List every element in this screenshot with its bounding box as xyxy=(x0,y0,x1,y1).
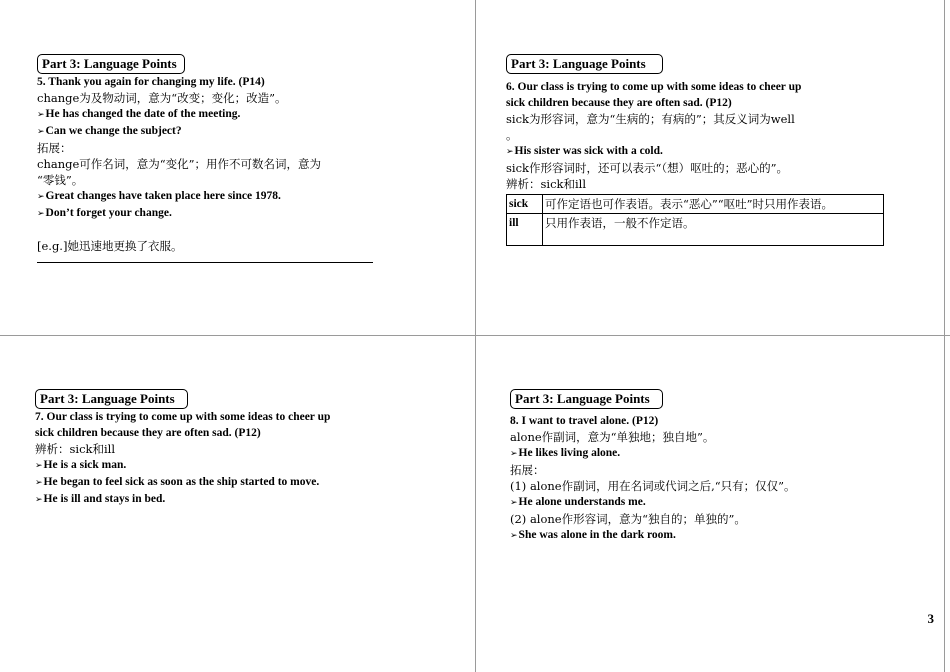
text-line: 辨析：sick和ill xyxy=(506,177,587,191)
horizontal-divider xyxy=(0,335,950,336)
text-line: 拓展： xyxy=(510,463,545,477)
text-line: (1) alone作副词，用在名词或代词之后,“只有；仅仅”。 xyxy=(510,479,796,493)
panel-body xyxy=(35,409,445,508)
bullet-arrow-icon: ➢ xyxy=(37,127,45,137)
example-sentence xyxy=(35,491,445,508)
panel-header: Part 3: Language Points xyxy=(506,54,663,74)
text-line: sick作形容词时，还可以表示“（想）呕吐的；恶心的”。 xyxy=(506,161,788,175)
bullet-arrow-icon: ➢ xyxy=(510,531,518,541)
text-line: 拓展： xyxy=(37,141,72,155)
sentence-text: He is a sick man. xyxy=(43,459,127,471)
text-line xyxy=(37,222,447,238)
bullet-arrow-icon: ➢ xyxy=(35,461,43,471)
slide-panel-5 xyxy=(37,53,447,263)
panel-header: Part 3: Language Points xyxy=(35,389,188,409)
table-cell-desc: 只用作表语，一般不作定语。 xyxy=(543,214,884,246)
text-line: (2) alone作形容词，意为“独自的；单独的”。 xyxy=(510,512,746,526)
panel-header: Part 3: Language Points xyxy=(37,54,185,74)
example-sentence xyxy=(37,188,447,205)
table-cell-desc: 可作定语也可作表语。表示“恶心”“呕吐”时只用作表语。 xyxy=(543,195,884,214)
sentence-text: He likes living alone. xyxy=(518,447,621,459)
text-line: alone作副词，意为“单独地；独自地”。 xyxy=(510,430,715,444)
sentence-text: Don’t forget your change. xyxy=(45,207,172,219)
text-line: 5. Thank you again for changing my life. (P14) xyxy=(37,76,265,88)
text-line: 辨析：sick和ill xyxy=(35,442,116,456)
example-sentence xyxy=(37,123,447,140)
table-cell-word: sick xyxy=(507,195,543,214)
sentence-text: He alone understands me. xyxy=(518,496,646,508)
text-line: sick children because they are often sad. (P12) xyxy=(35,427,261,439)
example-sentence xyxy=(35,457,445,474)
sentence-text: He began to feel sick as soon as the ship started to move. xyxy=(43,476,320,488)
bullet-arrow-icon: ➢ xyxy=(35,478,43,488)
example-sentence xyxy=(510,494,920,511)
example-sentence xyxy=(35,474,445,491)
text-line: change为及物动词，意为“改变；变化；改造”。 xyxy=(37,91,287,105)
text-line: 8. I want to travel alone. (P12) xyxy=(510,415,659,427)
example-sentence xyxy=(37,205,447,222)
example-sentence xyxy=(510,527,920,544)
text-line: 7. Our class is trying to come up with some ideas to cheer up xyxy=(35,411,331,423)
example-sentence xyxy=(37,106,447,123)
page-number: 3 xyxy=(927,611,934,626)
example-sentence xyxy=(506,143,916,160)
sentence-text: His sister was sick with a cold. xyxy=(514,145,663,157)
sentence-text: Can we change the subject? xyxy=(45,125,182,137)
text-line: change可作名词，意为“变化”；用作不可数名词，意为 xyxy=(37,157,322,171)
bullet-arrow-icon: ➢ xyxy=(37,110,45,120)
slide-panel-7 xyxy=(35,388,445,508)
bullet-arrow-icon: ➢ xyxy=(37,209,45,219)
panel-body xyxy=(37,74,447,254)
bullet-arrow-icon: ➢ xyxy=(37,192,45,202)
sentence-text: She was alone in the dark room. xyxy=(518,529,676,541)
text-line: sick children because they are often sad. (P12) xyxy=(506,97,732,109)
right-border xyxy=(944,0,945,672)
bullet-arrow-icon: ➢ xyxy=(510,449,518,459)
text-line: sick为形容词，意为“生病的；有病的”；其反义词为well xyxy=(506,112,795,126)
bullet-arrow-icon: ➢ xyxy=(506,147,514,157)
table-row xyxy=(507,214,884,246)
text-line: “零钱”。 xyxy=(37,173,84,187)
answer-blank-line xyxy=(37,262,373,263)
slide-panel-6 xyxy=(506,53,916,246)
sentence-text: He has changed the date of the meeting. xyxy=(45,108,241,120)
bullet-arrow-icon: ➢ xyxy=(35,495,43,505)
sentence-text: He is ill and stays in bed. xyxy=(43,493,166,505)
text-line: [e.g.]她迅速地更换了衣服。 xyxy=(37,239,183,253)
panel-body xyxy=(506,79,916,192)
text-line: 6. Our class is trying to come up with some ideas to cheer up xyxy=(506,81,802,93)
panel-header: Part 3: Language Points xyxy=(510,389,663,409)
sentence-text: Great changes have taken place here since 1978. xyxy=(45,190,281,202)
table-cell-word: ill xyxy=(507,214,543,246)
sick-ill-comparison-table xyxy=(506,194,884,246)
example-sentence xyxy=(510,445,920,462)
panel-body xyxy=(510,413,920,544)
slide-panel-8 xyxy=(510,388,920,544)
text-line: 。 xyxy=(506,128,518,142)
vertical-divider xyxy=(475,0,476,672)
table-row xyxy=(507,195,884,214)
bullet-arrow-icon: ➢ xyxy=(510,498,518,508)
